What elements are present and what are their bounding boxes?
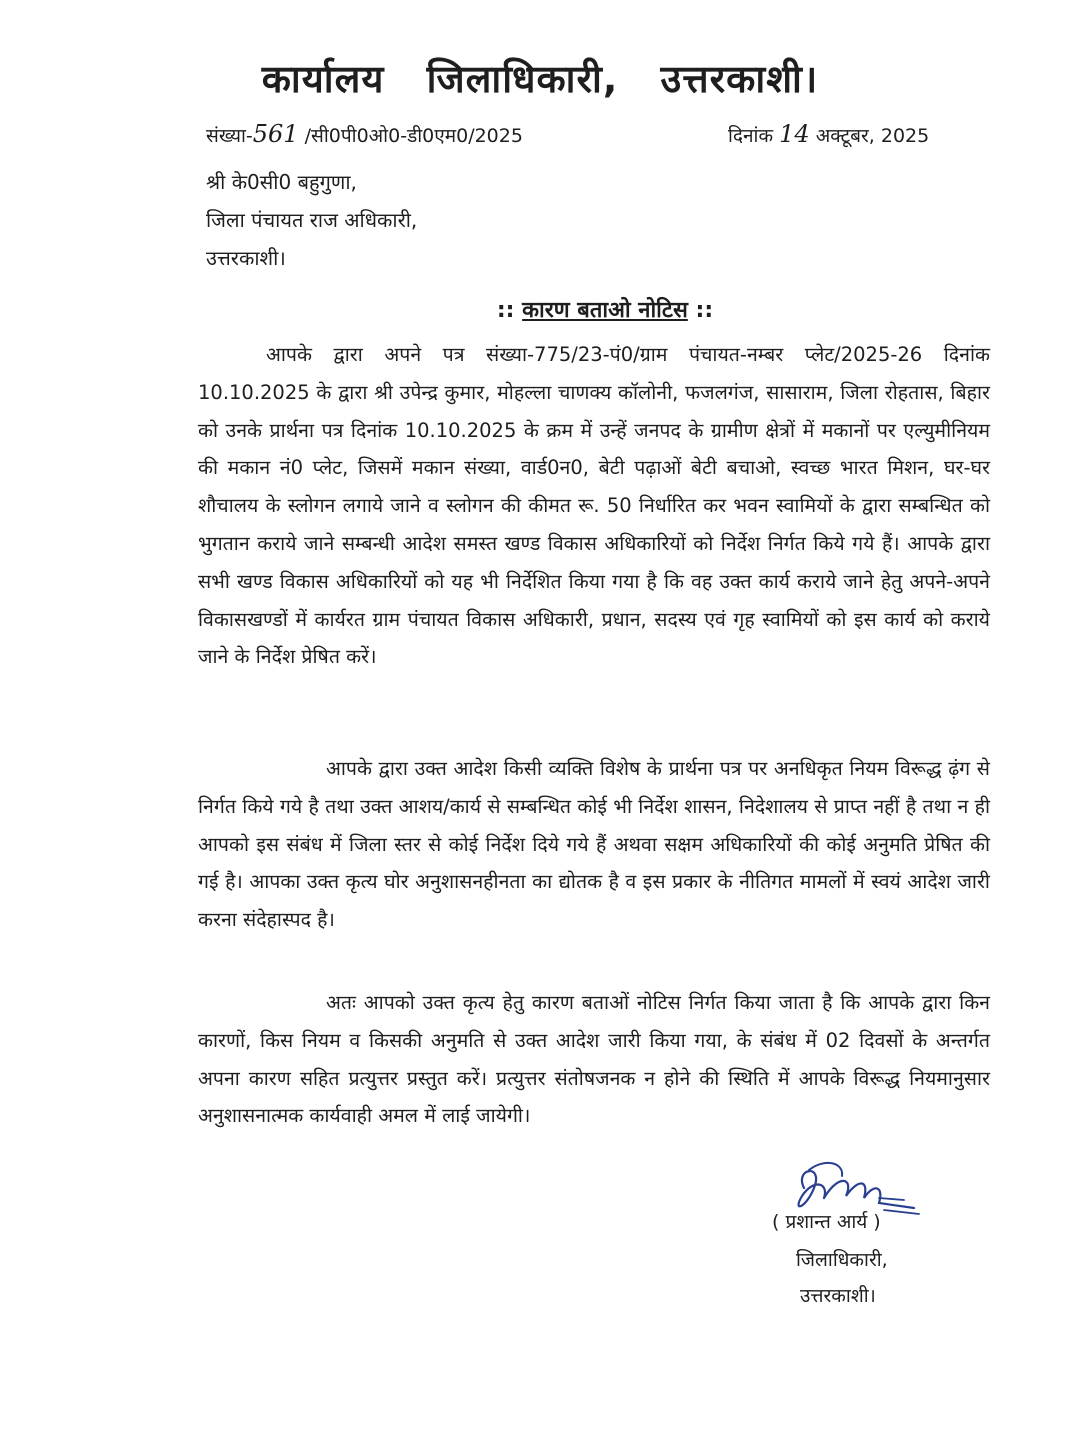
reference-suffix: /सी0पी0ओ0-डी0एम0/2025 [304, 125, 523, 147]
addressee-place: उत्तरकाशी। [206, 246, 286, 270]
reference-prefix: संख्या- [206, 125, 253, 147]
notice-title-left: :: [496, 298, 515, 323]
signatory-name: ( प्रशान्त आर्य ) [772, 1211, 881, 1233]
notice-title-right: :: [695, 298, 714, 323]
body-paragraph-2: आपके द्वारा उक्त आदेश किसी व्यक्ति विशेष के प्रार्थना पत्र पर अनधिकृत नियम विरूद्ध ढ़ंग से निर्गत किये गये है तथा उक्त आशय/कार्य से सम्बन्धित कोई भी निर्देश शासन, निदेशालय से प्राप्त नहीं है तथा न ही आपको इस संबंध में जिला स्तर से कोई निर्देश दिये गये हैं अथवा सक्षम अधिकारियों की कोई अनुमति प्रेषित की गई है। आपका उक्त कृत्य घोर अनुशासनहीनता का द्योतक है व इस प्रकार के नीतिगत मामलों में स्वयं आदेश जारी करना संदेहास्पद है। [198, 757, 990, 932]
date-prefix: दिनांक [728, 125, 774, 147]
reference-number [206, 120, 523, 148]
reference-handwritten-number: 561 [252, 120, 299, 148]
notice-title [0, 294, 1080, 324]
addressee-name: श्री के0सी0 बहुगुणा, [206, 170, 357, 194]
signatory-place: उत्तरकाशी। [800, 1285, 876, 1307]
body-paragraph-1: आपके द्वारा अपने पत्र संख्या-775/23-पं0/ग्राम पंचायत-नम्बर प्लेट/2025-26 दिनांक 10.10.2025 के द्वारा श्री उपेन्द्र कुमार, मोहल्ला चाणक्य कॉलोनी, फजलगंज, सासाराम, जिला रोहतास, बिहार को उनके प्रार्थना पत्र दिनांक 10.10.2025 के क्रम में उन्हें जनपद के ग्रामीण क्षेत्रों में मकानों पर एल्युमीनियम की मकान नं0 प्लेट, जिसमें मकान संख्या, वार्ड0न0, बेटी पढ़ाओं बेटी बचाओ, स्वच्छ भारत मिशन, घर-घर शौचालय के स्लोगन लगाये जाने व स्लोगन की कीमत रू. 50 निर्धारित कर भवन स्वामियों के द्वारा सम्बन्धित को भुगतान कराये जाने सम्बन्धी आदेश समस्त खण्ड विकास अधिकारियों को निर्देश निर्गत किये गये हैं। आपके द्वारा सभी खण्ड विकास अधिकारियों को यह भी निर्देशित किया गया है कि वह उक्त कार्य कराये जाने हेतु अपने-अपने विकासखण्डों में कार्यरत ग्राम पंचायत विकास अधिकारी, प्रधान, सदस्य एवं गृह स्वामियों को इस कार्य को कराये जाने के निर्देश प्रेषित करें। [198, 343, 990, 669]
letter-date [728, 120, 929, 148]
addressee-designation: जिला पंचायत राज अधिकारी, [206, 208, 418, 232]
date-handwritten-day: 14 [779, 120, 810, 148]
office-title: कार्यालय जिलाधिकारी, उत्तरकाशी। [261, 57, 819, 101]
notice-title-text: कारण बताओ नोटिस [522, 298, 688, 323]
date-rest: अक्टूबर, 2025 [815, 125, 930, 147]
body-paragraph-3: अतः आपको उक्त कृत्य हेतु कारण बताओं नोटिस निर्गत किया जाता है कि आपके द्वारा किन कारणों, किस नियम व किसकी अनुमति से उक्त आदेश जारी किया गया, के संबंध में 02 दिवसों के अन्तर्गत अपना कारण सहित प्रत्युत्तर प्रस्तुत करें। प्रत्युत्तर संतोषजनक न होने की स्थिति में आपके विरूद्ध नियमानुसार अनुशासनात्मक कार्यवाही अमल में लाई जायेगी। [198, 991, 990, 1128]
signatory-designation: जिलाधिकारी, [796, 1249, 888, 1271]
